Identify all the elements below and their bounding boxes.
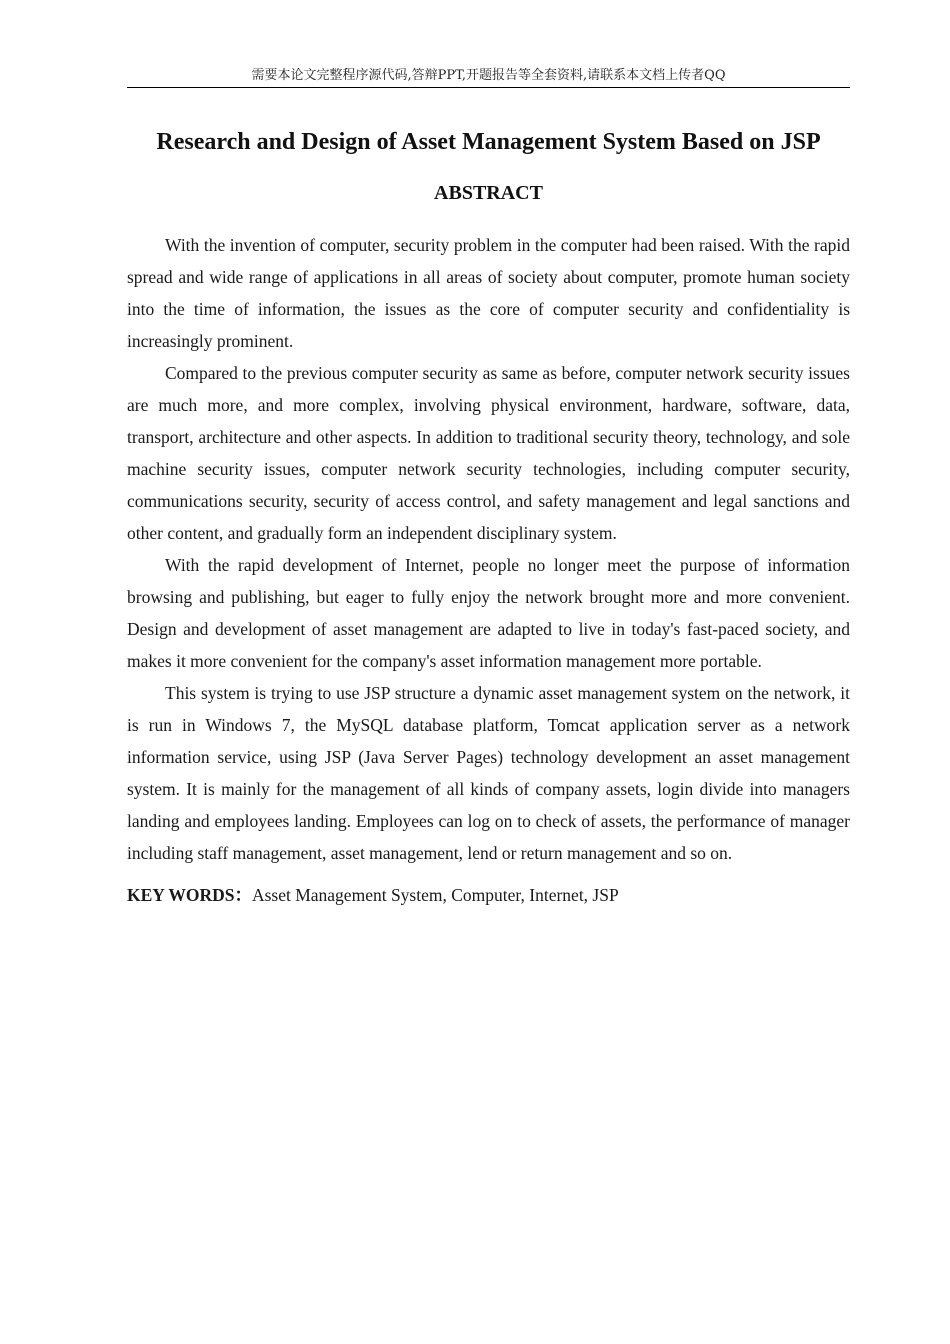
paper-title: Research and Design of Asset Management System Based on JSP [156,129,821,155]
abstract-paragraph-4: This system is trying to use JSP structure a dynamic asset management system on the network, it is run in Windows 7, the MySQL database platform, Tomcat application server as a network information service, using JSP (Java Server Pages) technology development an asset management system. It is mainly for the management of all kinds of company assets, login divide into managers landing and employees landing. Employees can log on to check of assets, the performance of manager including staff management, asset management, lend or return management and so on. [127,683,850,863]
keywords-value: Asset Management System, Computer, Internet, JSP [251,885,619,905]
keywords-label: KEY WORDS： [127,885,252,905]
abstract-paragraph-3: With the rapid development of Internet, people no longer meet the purpose of information browsing and publishing, but eager to fully enjoy the network brought more and more convenient. Design and development of asset management are adapted to live in today's fast-paced society, and makes it more convenient for the company's asset information management more portable. [127,555,850,671]
abstract-body [127,229,850,869]
running-header: 需要本论文完整程序源代码,答辩PPT,开题报告等全套资料,请联系本文档上传者QQ [251,68,726,83]
abstract-paragraph-1: With the invention of computer, security problem in the computer had been raised. With the rapid spread and wide range of applications in all areas of society about computer, promote human society into the time of information, the issues as the core of computer security and confidentiality is increasingly prominent. [127,235,850,351]
keywords-line [127,879,850,911]
header-rule [127,87,850,88]
document-page [127,0,850,911]
abstract-paragraph-2: Compared to the previous computer security as same as before, computer network security issues are much more, and more complex, involving physical environment, hardware, software, data, transport, architecture and other aspects. In addition to traditional security theory, technology, and sole machine security issues, computer network security technologies, including computer security, communications security, security of access control, and safety management and legal sanctions and other content, and gradually form an independent disciplinary system. [127,363,850,543]
abstract-heading: ABSTRACT [434,182,543,204]
